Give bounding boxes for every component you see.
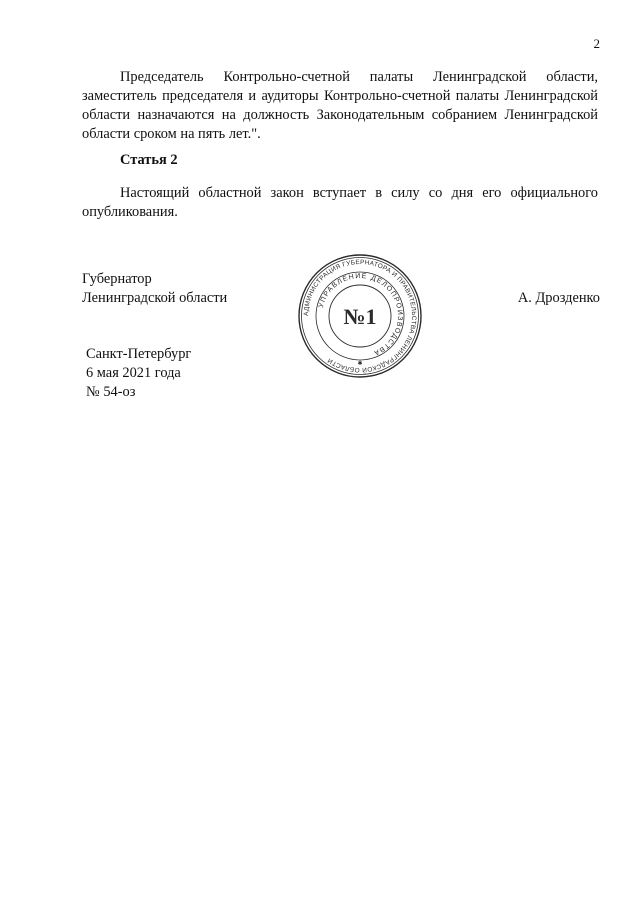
signatory-name: А. Дрозденко bbox=[517, 290, 600, 306]
law-number: № 54-оз bbox=[86, 384, 136, 400]
article-2-text: Настоящий областной закон вступает в силу со дня его официального опубликования. bbox=[82, 185, 598, 220]
signature-title-line-1: Губернатор bbox=[82, 271, 152, 287]
signature-title-line-2: Ленинградской области bbox=[82, 290, 228, 306]
place-date-block bbox=[86, 345, 191, 402]
seal-inner-text: УПРАВЛЕНИЕ ДЕЛОПРОИЗВОДСТВА bbox=[317, 272, 404, 357]
paragraph-chairman-appointment: Председатель Контрольно-счетной палаты Ленинградской области, заместитель председателя и аудиторы Контрольно-счетной палаты Ленинградской области назначаются на должность Законодательным собранием Ленинградской области сроком на пять лет.". bbox=[82, 69, 598, 142]
seal-outer-text: АДМИНИСТРАЦИЯ ГУБЕРНАТОРА И ПРАВИТЕЛЬСТВА ЛЕНИНГРАДСКОЙ ОБЛАСТИ bbox=[302, 258, 418, 374]
seal-star-bottom: ✱ bbox=[357, 360, 363, 367]
seal-number: №1 bbox=[343, 304, 377, 329]
signature-title bbox=[82, 270, 227, 308]
page-number: 2 bbox=[593, 36, 600, 51]
official-seal-stamp bbox=[297, 253, 423, 379]
article-2-title: Статья 2 bbox=[120, 152, 178, 168]
date: 6 мая 2021 года bbox=[86, 365, 181, 381]
place: Санкт-Петербург bbox=[86, 346, 192, 362]
